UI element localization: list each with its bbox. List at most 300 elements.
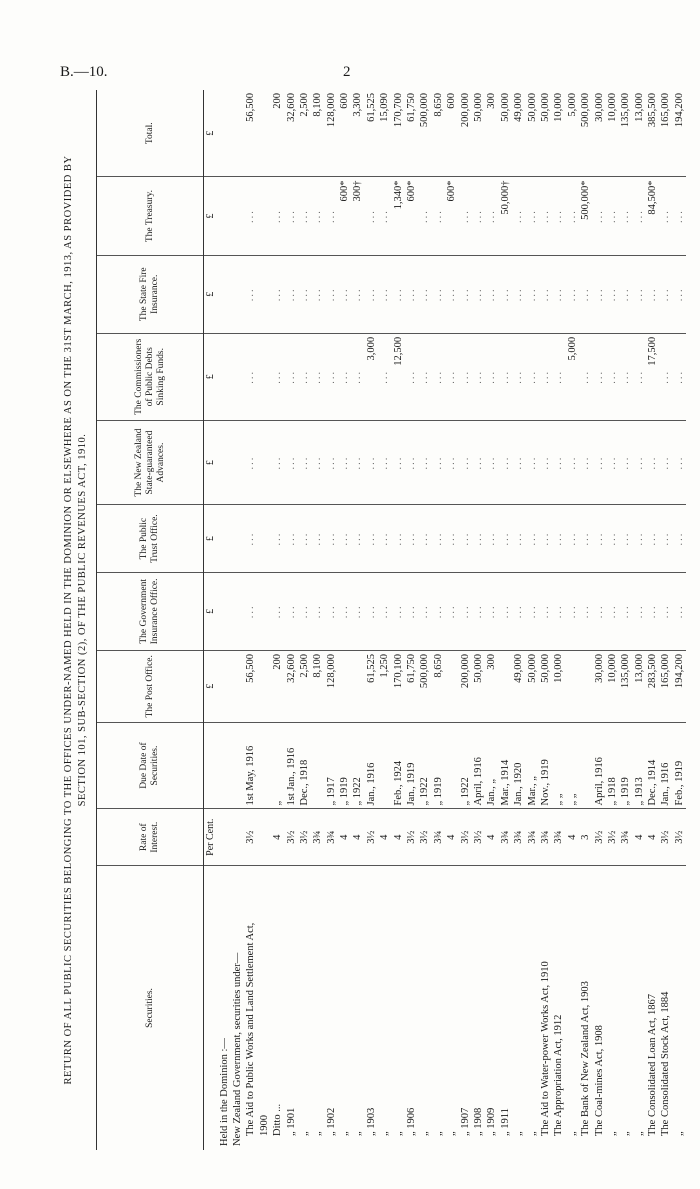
table-row	[552, 90, 565, 1150]
table-cell: ...	[566, 177, 579, 255]
table-cell: ...	[284, 255, 297, 333]
table-cell: The Coal-mines Act, 1908	[593, 1025, 605, 1136]
table-cell: 600*	[445, 177, 458, 255]
table-cell: 300	[485, 90, 498, 177]
table-cell: ...	[244, 505, 257, 572]
table-cell	[258, 505, 271, 572]
table-cell: ...	[391, 572, 404, 650]
table-row	[606, 90, 619, 1150]
table-cell: 10,000	[552, 650, 565, 722]
unit-cell: £	[204, 650, 218, 722]
table-cell: ...	[472, 333, 485, 420]
table-cell: ...	[458, 505, 471, 572]
table-cell: The Appropriation Act, 1912	[553, 1014, 565, 1136]
table-cell: 3½	[606, 809, 619, 865]
table-row	[338, 90, 351, 1150]
table-cell: ...	[539, 420, 552, 505]
table-cell: 12,500	[391, 333, 404, 420]
table-cell: „ 1913	[633, 722, 646, 809]
table-cell: ...	[592, 420, 605, 505]
table-cell: „ 1919	[619, 722, 632, 809]
table-cell: ...	[619, 572, 632, 650]
unit-cell	[204, 722, 218, 809]
table-cell: 3½	[418, 809, 431, 865]
table-cell: 4	[378, 809, 391, 865]
table-cell: „	[606, 1131, 618, 1136]
table-row	[458, 90, 471, 1150]
table-cell: ...	[378, 420, 391, 505]
table-cell: 170,100	[391, 650, 404, 722]
unit-cell: £	[204, 177, 218, 255]
table-cell: ...	[579, 572, 592, 650]
unit-cell: £	[204, 505, 218, 572]
table-row	[566, 90, 579, 1150]
table-cell: 2,500	[298, 650, 311, 722]
table-cell: 1900	[258, 1115, 270, 1136]
unit-cell: £	[204, 420, 218, 505]
table-cell: 3	[579, 809, 592, 865]
table-cell: ...	[539, 255, 552, 333]
table-cell: ...	[432, 420, 445, 505]
table-cell: ...	[499, 420, 512, 505]
table-cell: New Zealand Government, securities under—	[231, 952, 243, 1146]
table-cell	[338, 650, 351, 722]
table-cell: ...	[311, 505, 324, 572]
table-cell: ...	[378, 572, 391, 650]
table-cell: 49,000	[512, 650, 525, 722]
table-cell: ...	[391, 505, 404, 572]
column-header: The Public Trust Office.	[97, 505, 204, 572]
table-cell: 194,200	[673, 650, 686, 722]
table-cell: 3¾	[499, 809, 512, 865]
table-row	[646, 90, 659, 1150]
table-cell: ...	[619, 505, 632, 572]
table-cell: 128,000	[325, 650, 338, 722]
table-cell: 3¾	[311, 809, 324, 865]
table-cell: 3¾	[552, 809, 565, 865]
table-cell: 8,100	[311, 650, 324, 722]
table-cell: 500,000	[418, 650, 431, 722]
table-cell: ...	[325, 505, 338, 572]
table-cell: ...	[298, 505, 311, 572]
table-cell: „	[526, 1131, 538, 1136]
table-row	[244, 90, 257, 1150]
table-row	[311, 90, 324, 1150]
table-cell	[258, 177, 271, 255]
table-cell: ...	[659, 333, 672, 420]
table-cell: 50,000	[539, 650, 552, 722]
table-cell: ...	[619, 333, 632, 420]
table-cell: ...	[445, 505, 458, 572]
table-cell: 3½	[592, 809, 605, 865]
table-cell: ...	[566, 572, 579, 650]
table-row	[405, 90, 418, 1150]
table-cell: Jan., 1916	[365, 722, 378, 809]
table-cell	[217, 333, 230, 420]
table-cell: ...	[445, 572, 458, 650]
table-body	[204, 90, 687, 1150]
table-cell: ...	[472, 177, 485, 255]
table-cell: 3½	[472, 809, 485, 865]
table-cell: ...	[525, 333, 538, 420]
table-cell	[258, 650, 271, 722]
table-cell: 128,000	[325, 90, 338, 177]
title-line-2: SECTION 101, SUB-SECTION (2), OF THE PUBLIC REVENUES ACT, 1910.	[77, 433, 88, 807]
table-row	[619, 90, 632, 1150]
table-cell: ...	[499, 572, 512, 650]
table-cell: 1,340*	[391, 177, 404, 255]
table-cell: ...	[472, 572, 485, 650]
table-cell: ...	[499, 505, 512, 572]
table-cell	[231, 333, 244, 420]
table-cell: ...	[539, 177, 552, 255]
table-cell: 200	[271, 90, 284, 177]
table-cell: 300	[485, 650, 498, 722]
table-cell: 50,000	[539, 90, 552, 177]
table-cell: „	[513, 1131, 525, 1136]
title-line-1: RETURN OF ALL PUBLIC SECURITIES BELONGING TO THE OFFICES UNDER-NAMED HELD IN THE DOMINION OR ELSEWHERE AS ON THE 31ST MARCH, 1913, AS PROVIDED BY	[63, 155, 74, 1085]
table-cell	[217, 650, 230, 722]
table-cell: ...	[418, 420, 431, 505]
table-row	[271, 90, 284, 1150]
table-cell: 3¾	[619, 809, 632, 865]
table-cell: ...	[485, 333, 498, 420]
table-cell: ...	[673, 177, 686, 255]
table-cell: „ 1922	[418, 722, 431, 809]
units-row	[204, 90, 218, 1150]
table-cell: ...	[552, 505, 565, 572]
table-cell: 2,500	[298, 90, 311, 177]
table-cell: ...	[418, 177, 431, 255]
securities-table	[96, 90, 686, 1150]
table-cell: ...	[378, 333, 391, 420]
table-cell	[231, 505, 244, 572]
table-cell: 8,650	[432, 650, 445, 722]
table-cell: 3¾	[432, 809, 445, 865]
table-cell: ...	[458, 420, 471, 505]
table-cell: „	[392, 1131, 404, 1136]
table-cell: ...	[552, 177, 565, 255]
table-cell: „ 1907	[459, 1107, 471, 1136]
table-cell: ...	[405, 572, 418, 650]
table-cell	[231, 809, 244, 865]
table-cell: ...	[606, 505, 619, 572]
table-cell	[378, 722, 391, 809]
table-cell: „ 1919	[338, 722, 351, 809]
table-cell: ...	[271, 255, 284, 333]
table-cell: 385,500	[646, 90, 659, 177]
table-row	[378, 90, 391, 1150]
table-cell: 3,300	[351, 90, 364, 177]
table-cell: ...	[592, 333, 605, 420]
table-cell: ...	[325, 420, 338, 505]
table-cell: 600	[445, 90, 458, 177]
table-cell: Ditto ...	[272, 1103, 284, 1136]
table-cell: ...	[432, 177, 445, 255]
table-cell: „	[352, 1131, 364, 1136]
table-cell: ...	[445, 333, 458, 420]
table-cell: 13,000	[633, 650, 646, 722]
table-cell: 600*	[405, 177, 418, 255]
unit-cell: £	[204, 572, 218, 650]
table-cell: 8,100	[311, 90, 324, 177]
table-cell: 61,525	[365, 90, 378, 177]
table-cell: „ „	[566, 722, 579, 809]
table-cell: ...	[472, 255, 485, 333]
table-cell: „	[633, 1131, 645, 1136]
table-cell: ...	[485, 177, 498, 255]
table-cell: ...	[298, 177, 311, 255]
table-cell: ...	[351, 572, 364, 650]
table-cell: „ 1922	[351, 722, 364, 809]
table-cell	[217, 809, 230, 865]
table-row	[258, 90, 271, 1150]
table-row	[633, 90, 646, 1150]
table-cell: 4	[338, 809, 351, 865]
table-cell: ...	[325, 177, 338, 255]
table-cell: ...	[325, 255, 338, 333]
table-cell: ...	[673, 255, 686, 333]
table-cell	[217, 505, 230, 572]
table-cell: ...	[512, 255, 525, 333]
table-cell: „ 1919	[432, 722, 445, 809]
table-row	[351, 90, 364, 1150]
table-cell: „	[432, 1131, 444, 1136]
table-cell: 170,700	[391, 90, 404, 177]
table-cell: 32,600	[284, 90, 297, 177]
table-cell: 3½	[244, 809, 257, 865]
table-cell: 3¾	[512, 809, 525, 865]
column-header: The State Fire Insurance.	[97, 255, 204, 333]
table-cell: ...	[365, 420, 378, 505]
table-cell: ...	[539, 505, 552, 572]
table-cell: ...	[646, 572, 659, 650]
table-cell: ...	[418, 572, 431, 650]
table-cell: ...	[432, 333, 445, 420]
table-cell: ...	[244, 572, 257, 650]
table-cell: ...	[405, 333, 418, 420]
table-cell: Mar., 1914	[499, 722, 512, 809]
table-cell: 3¾	[525, 809, 538, 865]
table-cell: 17,500	[646, 333, 659, 420]
table-cell: ...	[619, 177, 632, 255]
table-cell: 3½	[365, 809, 378, 865]
table-cell: April, 1916	[592, 722, 605, 809]
table-cell: ...	[619, 420, 632, 505]
table-cell: „ 1902	[325, 1107, 337, 1136]
column-header: Total.	[97, 90, 204, 177]
table-cell	[231, 650, 244, 722]
table-cell: ...	[485, 505, 498, 572]
table-cell: ...	[566, 505, 579, 572]
table-row	[445, 90, 458, 1150]
table-cell: ...	[499, 255, 512, 333]
table-row	[284, 90, 297, 1150]
table-cell: ...	[472, 420, 485, 505]
table-cell: „	[271, 722, 284, 809]
table-row	[499, 90, 512, 1150]
table-cell: The Aid to Water-power Works Act, 1910	[539, 961, 551, 1136]
table-row	[525, 90, 538, 1150]
table-cell: ...	[512, 177, 525, 255]
table-cell: 5,000	[566, 90, 579, 177]
table-cell: ...	[512, 420, 525, 505]
table-cell: ...	[633, 572, 646, 650]
table-cell: ...	[311, 177, 324, 255]
table-cell: ...	[284, 572, 297, 650]
table-cell: ...	[284, 420, 297, 505]
table-cell: ...	[485, 420, 498, 505]
table-cell: ...	[418, 255, 431, 333]
table-row	[539, 90, 552, 1150]
table-cell: 200	[271, 650, 284, 722]
table-cell: 135,000	[619, 650, 632, 722]
table-cell: ...	[525, 505, 538, 572]
table-cell: ...	[592, 505, 605, 572]
table-cell: ...	[633, 333, 646, 420]
table-cell: ...	[606, 333, 619, 420]
table-cell	[258, 420, 271, 505]
table-cell	[217, 90, 230, 177]
table-cell: 1st Jan., 1916	[284, 722, 297, 809]
table-cell: 50,000	[525, 90, 538, 177]
table-cell	[231, 722, 244, 809]
table-cell: ...	[445, 420, 458, 505]
table-cell: ...	[633, 255, 646, 333]
table-cell: ...	[552, 333, 565, 420]
column-header: The New Zealand State-guaranteed Advances.	[97, 420, 204, 505]
table-cell: 500,000	[579, 90, 592, 177]
column-header: The Commissioners of Public Debts Sinking Funds.	[97, 333, 204, 420]
table-cell: ...	[391, 420, 404, 505]
table-cell: „ 1908	[473, 1107, 484, 1136]
column-header: Due Date of Securities.	[97, 722, 204, 809]
table-cell	[217, 177, 230, 255]
table-cell: 300†	[351, 177, 364, 255]
table-cell: 30,000	[592, 650, 605, 722]
table-cell	[566, 650, 579, 722]
table-cell: ...	[284, 505, 297, 572]
table-cell: ...	[606, 177, 619, 255]
table-cell: 3½	[298, 809, 311, 865]
table-cell: ...	[566, 420, 579, 505]
table-cell: ...	[525, 420, 538, 505]
table-cell: ...	[365, 255, 378, 333]
table-cell: ...	[298, 255, 311, 333]
table-cell: ...	[284, 333, 297, 420]
table-cell: 4	[445, 809, 458, 865]
table-cell: ...	[418, 505, 431, 572]
table-cell: ...	[606, 420, 619, 505]
table-cell	[351, 650, 364, 722]
table-cell: Mar., „	[525, 722, 538, 809]
table-cell: Jan., „	[485, 722, 498, 809]
table-cell: ...	[405, 505, 418, 572]
table-cell: ...	[378, 177, 391, 255]
table-cell: ...	[499, 333, 512, 420]
table-cell: ...	[311, 572, 324, 650]
table-cell: ...	[485, 255, 498, 333]
table-cell: ...	[391, 255, 404, 333]
table-cell: ...	[673, 572, 686, 650]
table-cell: ...	[525, 177, 538, 255]
unit-cell: £	[204, 333, 218, 420]
table-cell: ...	[646, 255, 659, 333]
table-cell	[231, 572, 244, 650]
table-header-row	[97, 90, 204, 1150]
table-cell: 61,525	[365, 650, 378, 722]
table-cell: ...	[325, 333, 338, 420]
table-cell: 4	[646, 809, 659, 865]
table-cell: „	[339, 1131, 351, 1136]
table-cell: ...	[619, 255, 632, 333]
table-cell: 165,000	[659, 90, 672, 177]
table-cell: Dec., 1914	[646, 722, 659, 809]
table-cell: ...	[673, 505, 686, 572]
table-cell: ...	[673, 420, 686, 505]
table-cell: 15,090	[378, 90, 391, 177]
document-reference: B.—10.	[60, 64, 108, 80]
column-header: Rate of Interest.	[97, 809, 204, 865]
table-cell: ...	[418, 333, 431, 420]
table-cell: ...	[378, 255, 391, 333]
table-cell: ...	[432, 572, 445, 650]
table-cell: ...	[365, 572, 378, 650]
table-cell: 56,500	[244, 90, 257, 177]
table-cell: ...	[633, 177, 646, 255]
table-cell: ...	[552, 420, 565, 505]
table-cell: 1,250	[378, 650, 391, 722]
column-header: Securities.	[97, 865, 204, 1150]
table-cell: 4	[271, 809, 284, 865]
table-cell: ...	[244, 420, 257, 505]
column-header: The Post Office.	[97, 650, 204, 722]
table-cell: ...	[579, 505, 592, 572]
table-cell: ...	[338, 572, 351, 650]
table-cell: 8,650	[432, 90, 445, 177]
table-cell: 49,000	[512, 90, 525, 177]
table-cell: „ „	[552, 722, 565, 809]
table-cell	[217, 255, 230, 333]
table-cell: 5,000	[566, 333, 579, 420]
table-cell: ...	[472, 505, 485, 572]
table-cell: ...	[405, 255, 418, 333]
table-cell: „ 1917	[325, 722, 338, 809]
table-cell: ...	[271, 505, 284, 572]
table-cell: ...	[633, 505, 646, 572]
table-cell: Nov., 1919	[539, 722, 552, 809]
table-cell: Feb., 1924	[391, 722, 404, 809]
table-cell: 61,750	[405, 90, 418, 177]
table-cell: „	[446, 1131, 458, 1136]
table-cell: ...	[365, 505, 378, 572]
table-cell: 4	[485, 809, 498, 865]
table-row	[592, 90, 605, 1150]
table-cell: 3½	[458, 809, 471, 865]
table-cell: ...	[378, 505, 391, 572]
rotated-page-content	[62, 90, 685, 1150]
table-cell	[258, 333, 271, 420]
table-cell: ...	[405, 420, 418, 505]
table-cell: Feb., 1919	[673, 722, 686, 809]
table-cell: ...	[646, 420, 659, 505]
column-header: The Government Insurance Office.	[97, 572, 204, 650]
table-cell: ...	[271, 420, 284, 505]
table-cell	[217, 572, 230, 650]
table-cell: ...	[659, 177, 672, 255]
table-cell: ...	[552, 255, 565, 333]
table-cell: ...	[606, 572, 619, 650]
